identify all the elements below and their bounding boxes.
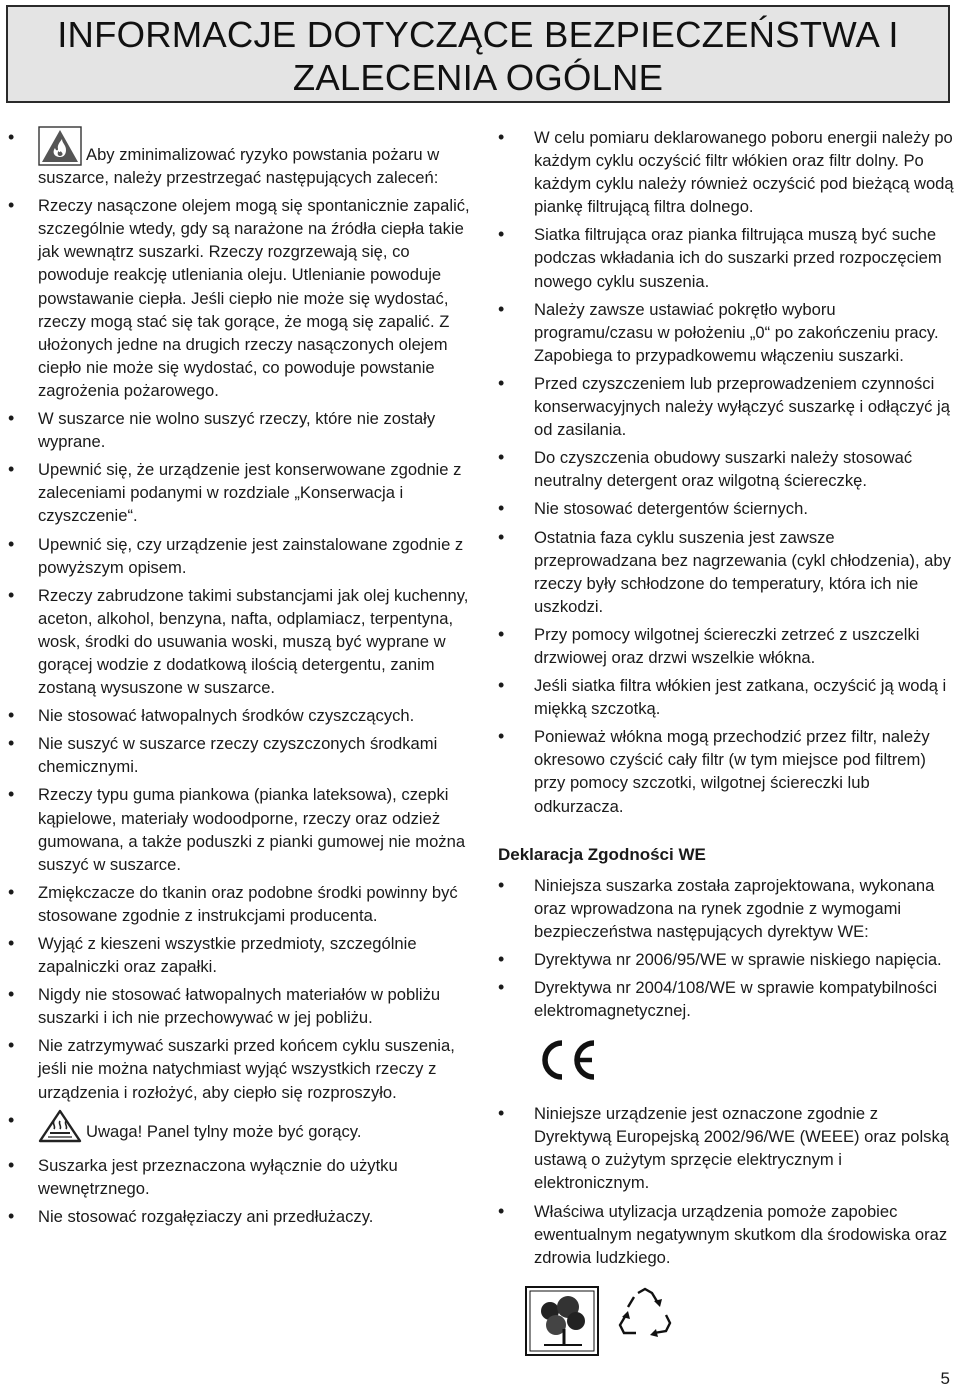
safety-list-2 xyxy=(8,1109,470,1228)
list-item: • Nigdy nie stosować łatwopalnych materiałów w pobliżu suszarki i ich nie przechowywać w jej pobliżu. xyxy=(8,983,470,1029)
list-item: • Nie suszyć w suszarce rzeczy czyszczonych środkami chemicznymi. xyxy=(8,732,470,778)
ce-mark-icon xyxy=(530,1036,602,1084)
list-item: • Nie stosować łatwopalnych środków czyszczących. xyxy=(8,704,470,727)
safety-list xyxy=(8,126,470,1104)
list-item: • Upewnić się, że urządzenie jest konserwowane zgodnie z zaleceniami podanymi w rozdziale „Konserwacja i czyszczenie“. xyxy=(8,458,470,527)
recycle-icon xyxy=(614,1285,676,1345)
hot-surface-icon xyxy=(38,1109,82,1149)
list-item: • Nie stosować detergentów ściernych. xyxy=(498,497,958,520)
list-item: • Niniejsze urządzenie jest oznaczone zgodnie z Dyrektywą Europejską 2002/96/WE (WEEE) oraz polską ustawą o zużytym sprzęcie elektrycznym i elektronicznym. xyxy=(498,1102,958,1194)
list-item: • Dyrektywa nr 2006/95/WE w sprawie niskiego napięcia. xyxy=(498,948,958,971)
list-item: • Należy zawsze ustawiać pokrętło wyboru programu/czasu w położeniu „0“ po zakończeniu pracy. Zapobiega to przypadkowemu włączeniu suszarki. xyxy=(498,298,958,367)
list-item: • Rzeczy nasączone olejem mogą się spontanicznie zapalić, szczególnie wtedy, gdy są narażone na źródła ciepła takie jak wewnątrz suszarki. Rzeczy rozgrzewają się, co powoduje reakcję utleniania oleju. Utlenianie powoduje powstawanie ciepła. Jeśli ciepło nie może się wydostać, rzeczy mogą stać się tak gorące, że mogą się zapalić. Z ułożonych jedne na drugich rzeczy nasączonych olejem ciepło nie może się wydostać, co powoduje powstanie zagrożenia pożarowego. xyxy=(8,194,470,402)
list-item: • Rzeczy typu guma piankowa (pianka lateksowa), czepki kąpielowe, materiały wodoodporne, rzeczy oraz odzież gumowana, a także poduszki z pianki gumowej nie można suszyć w suszarce. xyxy=(8,783,470,875)
list-item: • Wyjąć z kieszeni wszystkie przedmioty, szczególnie zapalniczki oraz zapałki. xyxy=(8,932,470,978)
weee-list xyxy=(498,1102,958,1269)
environment-icons xyxy=(524,1285,958,1357)
list-item: • Zmiękczacze do tkanin oraz podobne środki powinny być stosowane zgodnie z instrukcjami producenta. xyxy=(8,881,470,927)
left-column xyxy=(8,126,470,1233)
list-item: • Siatka filtrująca oraz pianka filtrująca muszą być suche podczas wkładania ich do suszarki przed rozpoczęciem nowego cyklu suszenia. xyxy=(498,223,958,292)
page-title-line-1: INFORMACJE DOTYCZĄCE BEZPIECZEŃSTWA I xyxy=(57,14,899,55)
fire-warning-icon xyxy=(38,126,82,166)
list-item: • Upewnić się, czy urządzenie jest zainstalowane zgodnie z powyższym opisem. xyxy=(8,533,470,579)
list-item: • Dyrektywa nr 2004/108/WE w sprawie kompatybilności elektromagnetycznej. xyxy=(498,976,958,1022)
list-item: • Nie zatrzymywać suszarki przed końcem cyklu suszenia, jeśli nie można natychmiast wyjąć wszystkich rzeczy z urządzenia i rozłożyć, aby ciepło się rozproszyło. xyxy=(8,1034,470,1103)
list-item: • Suszarka jest przeznaczona wyłącznie do użytku wewnętrznego. xyxy=(8,1154,470,1200)
list-item: • Przed czyszczeniem lub przeprowadzeniem czynności konserwacyjnych należy wyłączyć suszarkę i odłączyć ją od zasilania. xyxy=(498,372,958,441)
list-item: • Aby zminimalizować ryzyko powstania pożaru w suszarce, należy przestrzegać następujących zaleceń: xyxy=(8,126,470,189)
list-item: • W celu pomiaru deklarowanego poboru energii należy po każdym cyklu oczyścić filtr włókien oraz filtr dolny. Po każdym cyklu należy również oczyścić pod bieżącą wodą piankę filtrującą filtra dolnego. xyxy=(498,126,958,218)
declaration-heading: Deklaracja Zgodności WE xyxy=(498,844,706,864)
right-column xyxy=(498,126,958,1357)
list-item: • W suszarce nie wolno suszyć rzeczy, które nie zostały wyprane. xyxy=(8,407,470,453)
list-item: • Nie stosować rozgałęziaczy ani przedłużaczy. xyxy=(8,1205,470,1228)
list-item: • Przy pomocy wilgotnej ściereczki zetrzeć z uszczelki drzwiowej oraz drzwi wszelkie włókna. xyxy=(498,623,958,669)
list-item: • Właściwa utylizacja urządzenia pomoże zapobiec ewentualnym negatywnym skutkom dla środowiska oraz zdrowia ludzkiego. xyxy=(498,1200,958,1269)
declaration-list xyxy=(498,874,958,1023)
list-item: • Rzeczy zabrudzone takimi substancjami jak olej kuchenny, aceton, alkohol, benzyna, nafta, odplamiacz, terpentyna, wosk, środki do usuwania woski, muszą być wyprane w gorącej wodzie z dodatkową ilością detergentu, zanim zostaną wysuszone w suszarce. xyxy=(8,584,470,699)
list-item: • Ostatnia faza cyklu suszenia jest zawsze przeprowadzana bez nagrzewania (cykl chłodzenia), aby rzeczy były schłodzone do temperatury, która ich nie uszkodzi. xyxy=(498,526,958,618)
list-item: • Ponieważ włókna mogą przechodzić przez filtr, należy okresowo czyścić cały filtr (w tym miejsce pod filtrem) przy pomocy szczotki, wilgotnej ściereczki lub odkurzacza. xyxy=(498,725,958,817)
page-title-box xyxy=(6,5,950,103)
list-item: • Jeśli siatka filtra włókien jest zatkana, oczyścić ją wodą i miękką szczotką. xyxy=(498,674,958,720)
page-title-line-2: ZALECENIA OGÓLNE xyxy=(292,57,664,98)
list-item: • Uwaga! Panel tylny może być gorący. xyxy=(8,1109,470,1149)
tidy-man-icon xyxy=(524,1285,600,1357)
page-number: 5 xyxy=(940,1369,950,1388)
list-item: • Do czyszczenia obudowy suszarki należy stosować neutralny detergent oraz wilgotną ściereczkę. xyxy=(498,446,958,492)
list-item: • Niniejsza suszarka została zaprojektowana, wykonana oraz wprowadzona na rynek zgodnie z wymogami bezpieczeństwa następujących dyrektyw WE: xyxy=(498,874,958,943)
maintenance-list xyxy=(498,126,958,818)
